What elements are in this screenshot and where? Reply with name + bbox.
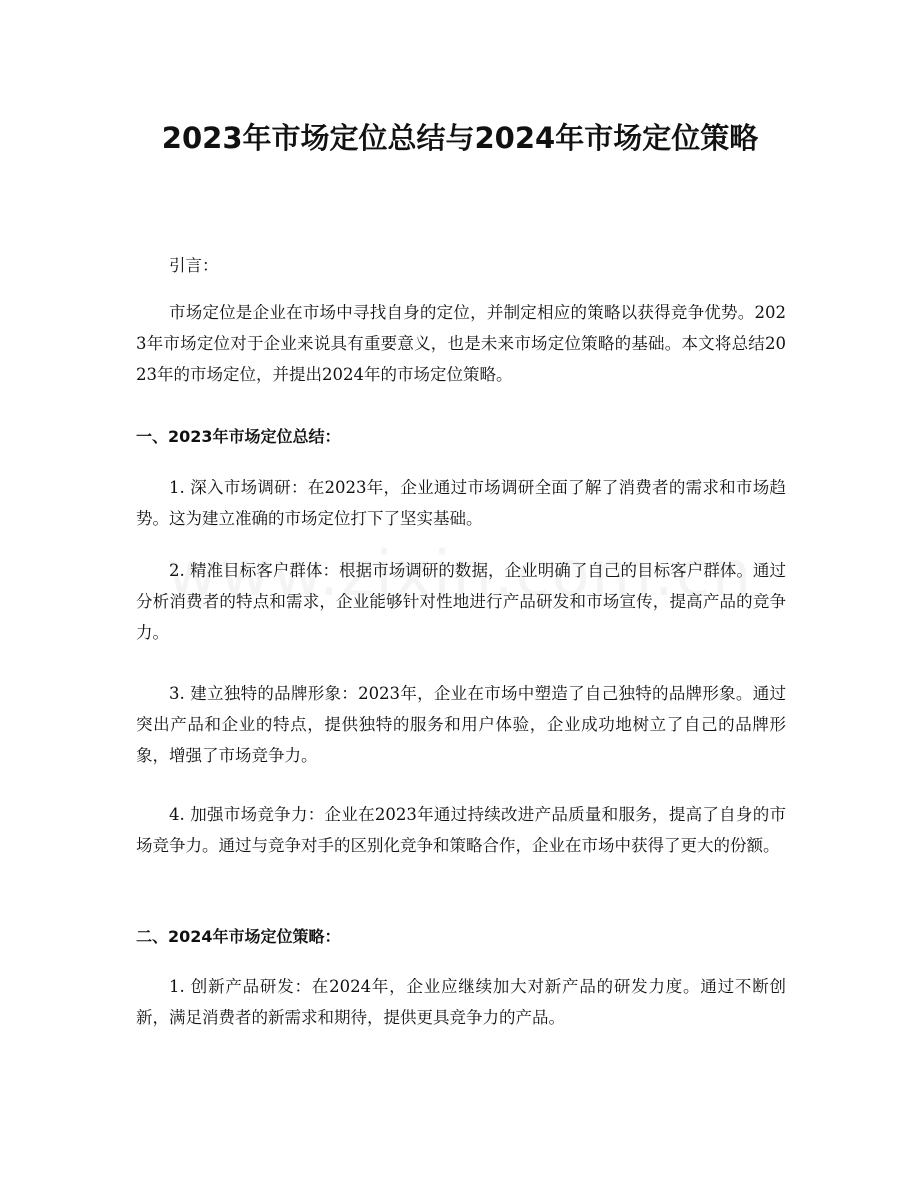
section-1-item-1: 1. 深入市场调研：在2023年，企业通过市场调研全面了解了消费者的需求和市场趋势。这为建立准确的市场定位打下了坚实基础。 — [136, 478, 786, 528]
section-2-heading: 二、2024年市场定位策略： — [136, 927, 341, 946]
section-1-item-4: 4. 加强市场竞争力：企业在2023年通过持续改进产品质量和服务，提高了自身的市场竞争力。通过与竞争对手的区别化竞争和策略合作，企业在市场中获得了更大的份额。 — [136, 805, 786, 855]
intro-paragraph: 市场定位是企业在市场中寻找自身的定位，并制定相应的策略以获得竞争优势。2023年市场定位对于企业来说具有重要意义，也是未来市场定位策略的基础。本文将总结2023年的市场定位，并提出2024年的市场定位策略。 — [136, 303, 786, 384]
intro-label: 引言： — [169, 256, 219, 275]
section-1-item-2: 2. 精准目标客户群体：根据市场调研的数据，企业明确了自己的目标客户群体。通过分析消费者的特点和需求，企业能够针对性地进行产品研发和市场宣传，提高产品的竞争力。 — [136, 561, 786, 642]
section-1-item-3: 3. 建立独特的品牌形象：2023年，企业在市场中塑造了自己独特的品牌形象。通过突出产品和企业的特点，提供独特的服务和用户体验，企业成功地树立了自己的品牌形象，增强了市场竞争力。 — [136, 684, 786, 765]
document-title: 2023年市场定位总结与2024年市场定位策略 — [161, 121, 759, 155]
section-1-heading: 一、2023年市场定位总结： — [136, 427, 341, 446]
section-2-item-1: 1. 创新产品研发：在2024年，企业应继续加大对新产品的研发力度。通过不断创新，满足消费者的新需求和期待，提供更具竞争力的产品。 — [136, 977, 786, 1027]
